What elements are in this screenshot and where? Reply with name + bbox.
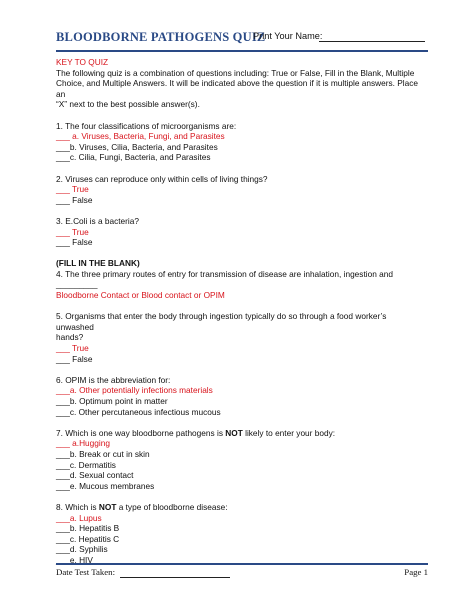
answer-option-correct[interactable]: ___ True	[56, 343, 89, 354]
question-text-part: 7. Which is one way bloodborne pathogens is	[56, 427, 226, 438]
answer-option-correct[interactable]: ___ True	[56, 226, 89, 237]
answer-option[interactable]: ___c. Other percutaneous infectious mucous	[56, 406, 221, 417]
question-3	[56, 216, 424, 248]
answer-option-correct[interactable]: ___ True	[56, 184, 89, 195]
question-6	[56, 375, 424, 417]
quiz-content	[56, 57, 424, 566]
answer-option[interactable]: ___e. Mucous membranes	[56, 480, 155, 491]
question-emphasis: NOT	[98, 501, 117, 512]
question-1	[56, 121, 424, 163]
question-text: 5. Organisms that enter the body through ingestion typically do so through a food worker’s unwashed	[56, 311, 387, 332]
answer-option[interactable]: ___e. HIV	[56, 554, 93, 565]
question-text: 4. The three primary routes of entry for transmission of disease are inhalation, ingestion and _________	[56, 268, 393, 290]
answer-option-correct[interactable]: ___a. Lupus	[56, 512, 102, 523]
answer-option[interactable]: ___ False	[56, 194, 93, 205]
answer-option[interactable]: ___b. Viruses, Cilia, Bacteria, and Parasites	[56, 141, 218, 152]
header-rule	[56, 50, 428, 52]
page-number: Page 1	[404, 567, 428, 577]
answer-option[interactable]: ___b. Hepatitis B	[56, 523, 120, 534]
answer-option[interactable]: ___d. Syphilis	[56, 544, 108, 555]
answer-option[interactable]: ___d. Sexual contact	[56, 470, 134, 481]
intro-line: The following quiz is a combination of questions including: True or False, Fill in the Blank, Multiple	[56, 67, 415, 78]
intro-line: Choice, and Multiple Answers. It will be indicated above the question if it is multiple answers. Place an	[56, 78, 419, 99]
fill-in-answer[interactable]: Bloodborne Contact or Blood contact or OPIM	[56, 290, 225, 301]
answer-option[interactable]: ___c. Cilia, Fungi, Bacteria, and Parasites	[56, 152, 211, 163]
question-text	[56, 428, 424, 439]
question-text: hands?	[56, 332, 84, 343]
name-label: Print Your Name:	[253, 31, 323, 41]
page-header	[56, 28, 428, 50]
question-text	[56, 502, 424, 513]
question-8	[56, 502, 424, 566]
answer-option-correct[interactable]: ___ a. Viruses, Bacteria, Fungi, and Parasites	[56, 131, 225, 142]
date-taken-label: Date Test Taken:	[56, 567, 116, 577]
answer-option[interactable]: ___ False	[56, 237, 93, 248]
question-7	[56, 428, 424, 492]
question-text-part: 8. Which is	[56, 501, 99, 512]
question-text: 2. Viruses can reproduce only within cells of living things?	[56, 173, 268, 184]
date-blank-line[interactable]	[120, 577, 230, 578]
question-text: 1. The four classifications of microorganisms are:	[56, 120, 237, 131]
answer-option[interactable]: ___b. Optimum point in matter	[56, 396, 168, 406]
name-blank-line[interactable]	[319, 41, 425, 42]
intro-line: “X” next to the best possible answer(s).	[56, 99, 200, 110]
question-text-part: likely to enter your body:	[242, 427, 336, 438]
footer-rule	[56, 563, 428, 565]
question-text: 6. OPIM is the abbreviation for:	[56, 374, 171, 385]
question-text: 3. E.Coli is a bacteria?	[56, 215, 140, 226]
question-4	[56, 258, 424, 300]
question-text-part: a type of bloodborne disease:	[116, 501, 228, 512]
answer-option[interactable]: ___c. Dermatitis	[56, 459, 116, 470]
fill-in-blank-heading: (FILL IN THE BLANK)	[56, 258, 140, 269]
key-label: KEY TO QUIZ	[56, 57, 109, 67]
answer-option[interactable]: ___ False	[56, 353, 93, 364]
question-emphasis: NOT	[225, 427, 243, 438]
question-5	[56, 311, 424, 364]
answer-option[interactable]: ___b. Break or cut in skin	[56, 448, 150, 459]
page-footer	[56, 567, 428, 581]
quiz-title: BLOODBORNE PATHOGENS QUIZ	[56, 30, 266, 44]
answer-option-correct[interactable]: ___ a.Hugging	[56, 438, 110, 449]
answer-option[interactable]: ___c. Hepatitis C	[56, 533, 120, 544]
question-2	[56, 174, 424, 206]
answer-option-correct[interactable]: ___a. Other potentially infections materials	[56, 385, 213, 396]
